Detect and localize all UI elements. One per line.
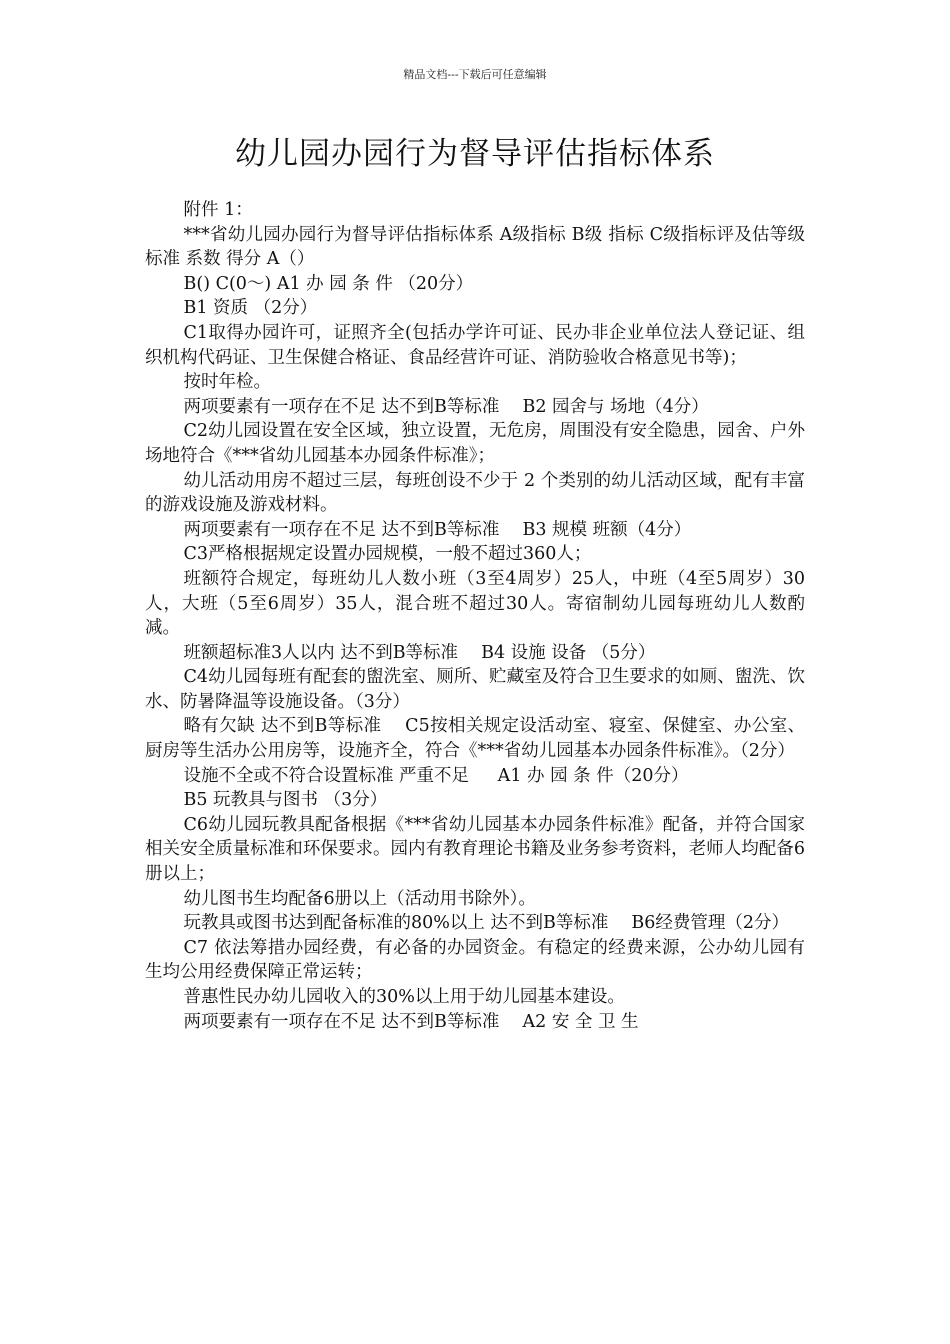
paragraph: C6幼儿园玩教具配备根据《***省幼儿园基本办园条件标准》配备，并符合国家相关安全质量标准和环保要求。园内有教育理论书籍及业务参考资料，老师人均配备6册以上；: [145, 814, 805, 885]
document-body: [145, 198, 805, 1034]
paragraph: 按时年检。: [183, 372, 271, 393]
paragraph: 幼儿活动用房不超过三层，每班创设不少于 2 个类别的幼儿活动区域，配有丰富的游戏设施及游戏材料。: [145, 470, 805, 516]
paragraph: 幼儿图书生均配备6册以上（活动用书除外）。: [183, 888, 536, 909]
paragraph: 普惠性民办幼儿园收入的30%以上用于幼儿园基本建设。: [183, 987, 625, 1007]
paragraph: 设施不全或不符合设置标准 严重不足 A1 办 园 条 件（20分）: [183, 765, 689, 786]
paragraph: C1取得办园许可，证照齐全(包括办学许可证、民办非企业单位法人登记证、组织机构代码证、卫生保健合格证、食品经营许可证、消防验收合格意见书等)；: [145, 322, 805, 368]
document-title: 幼儿园办园行为督导评估指标体系: [235, 136, 715, 172]
paragraph: 略有欠缺 达不到B等标准 C5按相关规定设活动室、寝室、保健室、办公室、厨房等生活办公用房等，设施齐全，符合《***省幼儿园基本办园条件标准》。（2分）: [145, 716, 805, 762]
paragraph: 玩教具或图书达到配备标准的80%以上 达不到B等标准 B6经费管理（2分）: [183, 913, 790, 934]
paragraph: B() C(0～) A1 办 园 条 件 （20分）: [183, 273, 474, 294]
paragraph: ***省幼儿园办园行为督导评估指标体系 A级指标 B级 指标 C级指标评及估等级标准 系数 得分 A（）: [145, 224, 805, 270]
paragraph: 附件 1：: [183, 200, 253, 220]
paragraph: B5 玩教具与图书 （3分）: [183, 790, 388, 811]
paragraph: 两项要素有一项存在不足 达不到B等标准 B2 园舍与 场地（4分）: [183, 396, 709, 417]
paragraph: 班额超标准3人以内 达不到B等标准 B4 设施 设备 （5分）: [183, 642, 656, 663]
paragraph: C2幼儿园设置在安全区域，独立设置，无危房，周围没有安全隐患，园舍、户外场地符合《***省幼儿园基本办园条件标准》；: [145, 421, 805, 466]
paragraph: 班额符合规定，每班幼儿人数小班（3至4周岁）25人，中班（4至5周岁）30人，大班（5至6周岁）35人，混合班不超过30人。寄宿制幼儿园每班幼儿人数酌减。: [145, 568, 805, 639]
paragraph: 两项要素有一项存在不足 达不到B等标准 A2 安 全 卫 生: [183, 1011, 639, 1032]
paragraph: 两项要素有一项存在不足 达不到B等标准 B3 规模 班额（4分）: [183, 519, 692, 540]
paragraph: C3严格根据规定设置办园规模，一般不超过360人；: [183, 544, 592, 565]
paragraph: B1 资质 （2分）: [183, 298, 318, 319]
paragraph: C7 依法筹措办园经费，有必备的办园资金。有稳定的经费来源，公办幼儿园有生均公用经费保障正常运转；: [145, 937, 805, 983]
paragraph: C4幼儿园每班有配套的盥洗室、厕所、贮藏室及符合卫生要求的如厕、盥洗、饮水、防暑降温等设施设备。（3分）: [145, 667, 805, 712]
page-header-note: 精品文档---下载后可任意编辑: [403, 68, 547, 81]
